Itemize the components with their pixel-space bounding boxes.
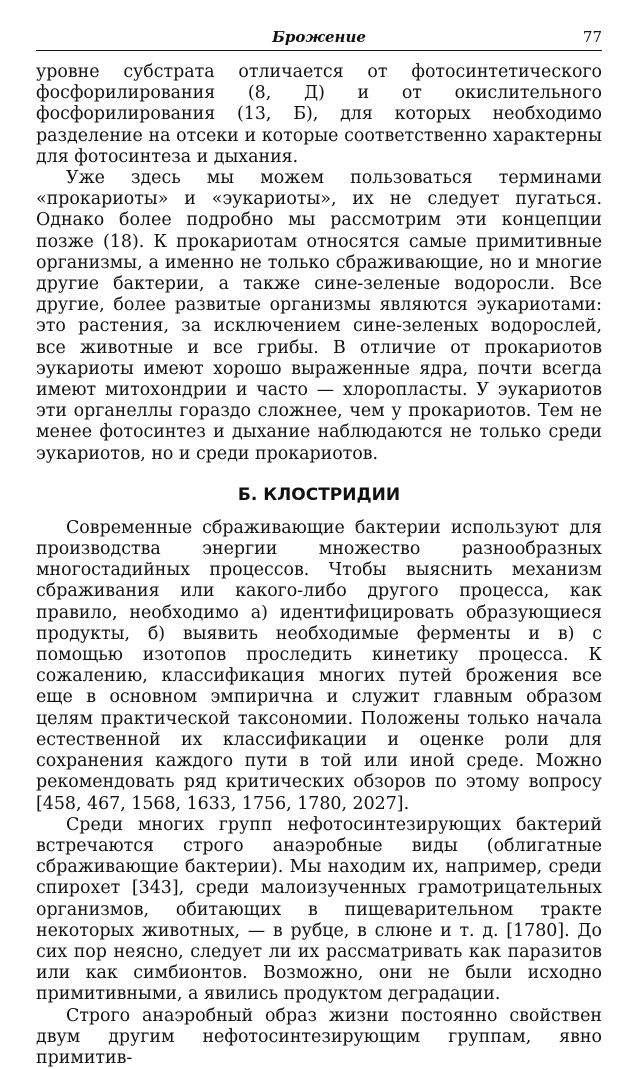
paragraph: Строго анаэробный образ жизни постоянно свойствен двум другим нефотосинтезирующим группам, явно примитив-: [36, 1005, 602, 1068]
paragraph: Уже здесь мы можем пользоваться терминами «прокариоты» и «эукариоты», их не следует пугаться. Однако более подробно мы рассмотрим эти концепции позже (18). К прокариотам относятся самые примитивные организмы, а именно не только сбраживающие, но и многие другие бактерии, а также сине-зеленые водоросли. Все другие, более развитые организмы являются эукариотами: это растения, за исключением сине-зеленых водорослей, все животные и все грибы. В отличие от прокариотов эукариоты имеют хорошо выраженные ядра, почти всегда имеют митохондрии и часто — хлоропласты. У эукариотов эти органеллы гораздо сложнее, чем у прокариотов. Тем не менее фотосинтез и дыхание наблюдаются не только среди эукариотов, но и среди прокариотов.: [36, 168, 602, 464]
page-header: [36, 26, 602, 51]
paragraph: уровне субстрата отличается от фотосинтетического фосфорилирования (8, Д) и от окислительного фосфорилирования (13, Б), для которых необходимо разделение на отсеки и которые соответственно характерны для фотосинтеза и дыхания.: [36, 62, 602, 167]
running-title: Брожение: [272, 28, 366, 46]
book-page: [36, 26, 602, 1069]
paragraph: Современные сбраживающие бактерии используют для производства энергии множество разнообразных многостадийных процессов. Чтобы выяснить механизм сбраживания или какого-либо другого процесса, как правило, необходимо а) идентифицировать образующиеся продукты, б) выявить необходимые ферменты и в) с помощью изотопов проследить кинетику процесса. К сожалению, классификация многих путей брожения все еще в основном эмпирична и служит главным образом целям практической таксономии. Положены только начала естественной их классификации и оценке роли для сохранения каждого пути в той или иной среде. Можно рекомендовать ряд критических обзоров по этому вопросу [458, 467, 1568, 1633, 1756, 1780, 2027].: [36, 517, 602, 814]
page-number: 77: [582, 28, 602, 46]
section-heading: Б. КЛОСТРИДИИ: [237, 484, 401, 505]
paragraph: Среди многих групп нефотосинтезирующих бактерий встречаются строго анаэробные виды (облигатные сбраживающие бактерии). Мы находим их, например, среди спирохет [343], среди малоизученных грамотрицательных организмов, обитающих в пищеварительном тракте некоторых животных, — в рубце, в слюне и т. д. [1780]. До сих пор неясно, следует ли их рассматривать как паразитов или как симбионтов. Возможно, они не были исходно примитивными, а явились продуктом деградации.: [36, 814, 602, 1005]
page-body: [36, 62, 602, 1069]
